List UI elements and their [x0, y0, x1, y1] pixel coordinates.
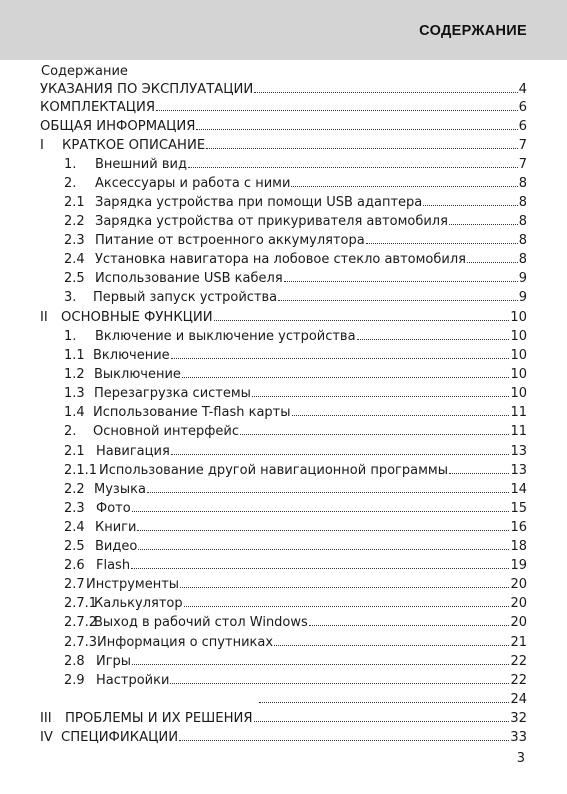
- toc-entry-title: Использование другой навигационной программы: [99, 463, 448, 478]
- toc-entry-page: 14: [510, 482, 527, 497]
- toc-entry: [64, 348, 527, 366]
- toc-entry-title: Установка навигатора на лобовое стекло автомобиля: [95, 252, 466, 267]
- toc-entry: [64, 463, 527, 481]
- toc-entry-title: Перезагрузка системы: [94, 386, 251, 401]
- toc-entry-number: I: [40, 138, 44, 153]
- toc-entry-number: 2.3: [64, 233, 85, 248]
- toc-entry-page: 6: [518, 100, 527, 115]
- toc-entry-title: Питание от встроенного аккумулятора: [95, 233, 365, 248]
- toc-entry-page: 15: [510, 501, 527, 516]
- toc-entry-title: СПЕЦИФИКАЦИИ: [61, 730, 179, 745]
- toc-heading: Содержание: [41, 64, 128, 79]
- toc-entry-title: Flash: [96, 558, 131, 573]
- toc-entry-number: 2.1: [64, 444, 85, 459]
- toc-entry: [64, 482, 527, 500]
- toc-entry-page: 8: [518, 176, 527, 191]
- dot-leader: [292, 414, 510, 416]
- dot-leader: [137, 529, 509, 531]
- toc-entry: [64, 405, 527, 423]
- dot-leader: [188, 166, 518, 168]
- toc-entry-page: 8: [518, 214, 527, 229]
- header-bar: [0, 0, 567, 60]
- dot-leader: [138, 548, 509, 550]
- dot-leader: [132, 510, 510, 512]
- toc-entry-title: Видео: [95, 539, 138, 554]
- toc-entry: [64, 386, 527, 404]
- dot-leader: [184, 605, 510, 607]
- toc-entry-number: 2.9: [64, 673, 85, 688]
- toc-entry-number: 2.6: [64, 558, 85, 573]
- toc-entry-page: 10: [510, 386, 527, 401]
- toc-entry: [64, 444, 527, 462]
- toc-entry-title: КОМПЛЕКТАЦИЯ: [40, 100, 155, 115]
- dot-leader: [309, 624, 510, 626]
- toc-entry-number: 3.: [64, 290, 77, 305]
- toc-entry-number: 1.1: [64, 348, 85, 363]
- toc-entry-number: 2.7.2: [64, 615, 98, 630]
- toc-entry: [64, 176, 527, 194]
- toc-entry-title: Использование T-flash карты: [93, 405, 291, 420]
- dot-leader: [206, 147, 517, 149]
- toc-entry: [64, 635, 527, 653]
- dot-leader: [179, 739, 509, 741]
- toc-entry-title: Зарядка устройства от прикуривателя автомобиля: [95, 214, 448, 229]
- toc-entry-title: ПРОБЛЕМЫ И ИХ РЕШЕНИЯ: [65, 711, 253, 726]
- toc-entry-page: 9: [518, 290, 527, 305]
- dot-leader: [182, 376, 510, 378]
- toc-entry-page: 22: [510, 654, 527, 669]
- toc-entry-number: 2.4: [64, 252, 85, 267]
- dot-leader: [252, 395, 510, 397]
- dot-leader: [171, 357, 510, 359]
- toc-entry-page: 22: [510, 673, 527, 688]
- toc-entry-title: Информация о спутниках: [97, 635, 274, 650]
- toc-entry-title: Аксессуары и работа с ними: [95, 176, 291, 191]
- dot-leader: [180, 586, 509, 588]
- dot-leader: [291, 185, 517, 187]
- toc-entry-title: Выключение: [94, 367, 181, 382]
- dot-leader: [240, 433, 509, 435]
- toc-entry-number: 2.7: [64, 577, 85, 592]
- dot-leader: [170, 682, 509, 684]
- toc-entry-page: 6: [518, 119, 527, 134]
- toc-entry-page: 20: [510, 615, 527, 630]
- toc-entry-number: 1.4: [64, 405, 85, 420]
- toc-entry-page: 10: [510, 348, 527, 363]
- toc-entry-title: Зарядка устройства при помощи USB адаптера: [95, 195, 423, 210]
- toc-entry-page: 8: [518, 233, 527, 248]
- toc-entry-page: 13: [510, 463, 527, 478]
- toc-entry-number: 2.2: [64, 214, 85, 229]
- dot-leader: [254, 720, 510, 722]
- toc-entry-title: Включение и выключение устройства: [95, 329, 356, 344]
- toc-entry-title: ОБЩАЯ ИНФОРМАЦИЯ: [40, 119, 196, 134]
- toc-entry-number: 2.5: [64, 271, 85, 286]
- toc-entry-title: Навигация: [96, 444, 170, 459]
- toc-entry-number: 2.1: [64, 195, 85, 210]
- toc-entry: [64, 615, 527, 633]
- toc-entry-number: 1.3: [64, 386, 85, 401]
- toc-entry-title: Фото: [96, 501, 131, 516]
- dot-leader: [357, 338, 510, 340]
- dot-leader: [196, 128, 517, 130]
- toc-entry: [64, 271, 527, 289]
- toc-entry: [40, 310, 527, 328]
- toc-entry-title: Выход в рабочий стол Windows: [94, 615, 308, 630]
- toc-entry: [64, 233, 527, 251]
- toc-entry: [40, 82, 527, 100]
- toc-entry-page: 8: [518, 252, 527, 267]
- toc-entry-title: ОСНОВНЫЕ ФУНКЦИИ: [61, 310, 213, 325]
- toc-entry-page: 18: [510, 539, 527, 554]
- dot-leader: [278, 299, 518, 301]
- toc-entry-page: 9: [518, 271, 527, 286]
- dot-leader: [214, 319, 510, 321]
- dot-leader: [254, 91, 517, 93]
- dot-leader: [449, 223, 518, 225]
- toc-entry: [64, 596, 527, 614]
- toc-entry-page: 21: [510, 635, 527, 650]
- dot-leader: [274, 644, 509, 646]
- toc-entry-number: 1.: [64, 157, 77, 172]
- toc-entry-page: 8: [518, 195, 527, 210]
- toc-entry-title: Основной интерфейс: [93, 424, 240, 439]
- toc-entry: [40, 138, 527, 156]
- toc-entry-page: 7: [518, 157, 527, 172]
- toc-entry: [64, 520, 527, 538]
- toc-entry-number: 1.: [64, 329, 77, 344]
- toc-entry: [258, 692, 527, 710]
- toc-entry-page: 20: [510, 577, 527, 592]
- page-title: СОДЕРЖАНИЕ: [419, 23, 527, 39]
- dot-leader: [171, 453, 510, 455]
- toc-entry-page: 4: [518, 82, 527, 97]
- toc-entry: [40, 711, 527, 729]
- toc-entry-title: КРАТКОЕ ОПИСАНИЕ: [62, 138, 206, 153]
- toc-entry-title: Использование USB кабеля: [95, 271, 283, 286]
- toc-entry-title: Игры: [96, 654, 132, 669]
- toc-entry: [64, 577, 527, 595]
- toc-entry: [64, 558, 527, 576]
- toc-entry-number: 2.: [64, 424, 77, 439]
- toc-entry-number: 2.4: [64, 520, 85, 535]
- toc-entry-number: 2.1.1: [64, 463, 98, 478]
- toc-entry: [64, 654, 527, 672]
- toc-entry-page: 7: [518, 138, 527, 153]
- toc-entry-page: 19: [510, 558, 527, 573]
- dot-leader: [147, 491, 510, 493]
- dot-leader: [449, 472, 509, 474]
- toc-entry-number: IV: [40, 730, 53, 745]
- toc-entry: [64, 157, 527, 175]
- toc-entry: [64, 673, 527, 691]
- toc-entry-page: 13: [510, 444, 527, 459]
- toc-entry: [64, 214, 527, 232]
- toc-entry-title: Включение: [93, 348, 170, 363]
- toc-entry-page: 11: [510, 405, 527, 420]
- toc-entry-title: Инструменты: [86, 577, 180, 592]
- toc-entry-number: 2.8: [64, 654, 85, 669]
- toc-entry: [64, 367, 527, 385]
- toc-entry: [40, 730, 527, 748]
- toc-entry-page: 11: [510, 424, 527, 439]
- toc-entry-page: 10: [510, 310, 527, 325]
- dot-leader: [284, 280, 518, 282]
- dot-leader: [366, 242, 518, 244]
- toc-entry-page: 20: [510, 596, 527, 611]
- toc-entry-number: 2.5: [64, 539, 85, 554]
- toc-entry-number: 1.2: [64, 367, 85, 382]
- toc-entry: [64, 424, 527, 442]
- toc-entry-number: 2.2: [64, 482, 85, 497]
- toc-entry-page: 24: [510, 692, 527, 707]
- toc-entry-title: Калькулятор: [94, 596, 183, 611]
- dot-leader: [259, 701, 509, 703]
- toc-entry-page: 10: [510, 329, 527, 344]
- toc-entry-page: 32: [510, 711, 527, 726]
- toc-entry-page: 16: [510, 520, 527, 535]
- toc-entry: [64, 329, 527, 347]
- toc-entry-number: 2.: [64, 176, 77, 191]
- toc-entry: [40, 119, 527, 137]
- toc-entry: [64, 290, 527, 308]
- dot-leader: [423, 204, 517, 206]
- toc-entry-title: Первый запуск устройства: [93, 290, 278, 305]
- dot-leader: [131, 567, 509, 569]
- toc-entry-number: 2.7.1: [64, 596, 98, 611]
- toc-entry: [64, 195, 527, 213]
- dot-leader: [156, 109, 518, 111]
- toc-entry: [64, 252, 527, 270]
- toc-entry-title: Книги: [95, 520, 137, 535]
- toc-entry: [64, 539, 527, 557]
- toc-entry-number: III: [40, 711, 52, 726]
- dot-leader: [132, 663, 509, 665]
- toc-entry: [64, 501, 527, 519]
- toc-entry-title: УКАЗАНИЯ ПО ЭКСПЛУАТАЦИИ: [40, 82, 254, 97]
- toc-entry-page: 33: [510, 730, 527, 745]
- toc-entry-number: II: [40, 310, 48, 325]
- toc-entry-page: 10: [510, 367, 527, 382]
- toc-entry-title: Внешний вид: [95, 157, 187, 172]
- toc-entry: [40, 100, 527, 118]
- dot-leader: [467, 261, 518, 263]
- toc-entry-title: Настройки: [96, 673, 170, 688]
- toc-entry-title: Музыка: [94, 482, 146, 497]
- page-number: 3: [516, 751, 525, 766]
- toc-entry-number: 2.7.3: [64, 635, 98, 650]
- toc-entry-number: 2.3: [64, 501, 85, 516]
